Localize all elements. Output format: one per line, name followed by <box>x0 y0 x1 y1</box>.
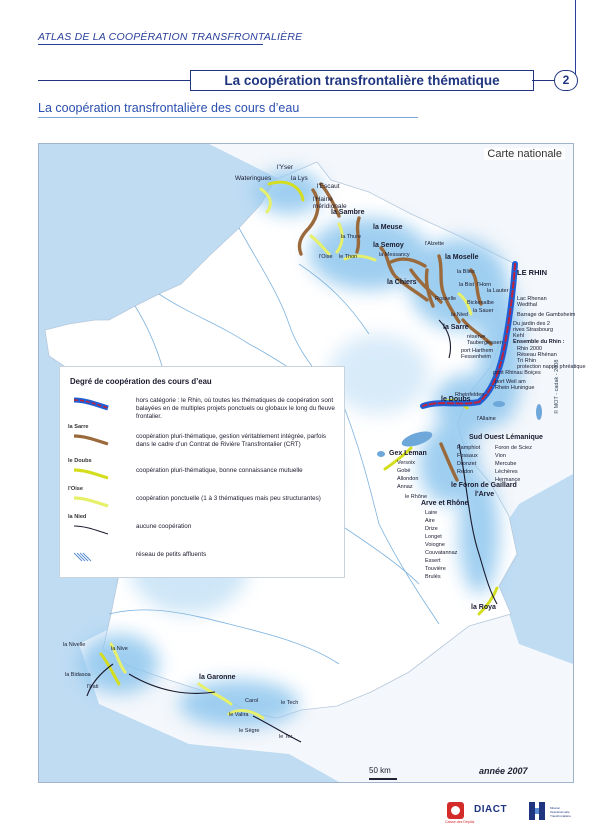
subtitle-rule <box>38 117 418 118</box>
rhine-ensemble-title: Ensemble du Rhin : <box>513 339 565 345</box>
region-label-sud-ouest-lemanique: Sud Ouest Lémanique <box>469 434 543 441</box>
arve-item: Longet <box>425 534 442 540</box>
river-label-nive: la Nive <box>111 646 128 652</box>
river-label-bist: la Bist <box>459 282 474 288</box>
river-label-oise: l'Oise <box>319 254 333 260</box>
gex-item: Versoix <box>397 460 416 466</box>
rhine-ensemble-2: Réseau Rhénan <box>517 352 557 358</box>
river-label-alzette: l'Alzette <box>425 241 445 247</box>
gex-item: Gobé <box>397 468 411 474</box>
river-label-wateringues: Wateringues <box>235 175 272 182</box>
legend-label-sarre: la Sarre <box>68 424 89 430</box>
region-label-arve-rhone: Arve et Rhône <box>421 500 469 507</box>
river-label-segre: le Sègre <box>239 728 260 734</box>
arve-item: Aire <box>425 518 435 524</box>
sud-ouest-item: Pamphiot <box>457 445 481 451</box>
mot-logo-icon <box>527 800 549 822</box>
river-label-nivelle: la Nivelle <box>63 642 86 648</box>
rhine-ensemble-1: Rhin 2000 <box>517 346 543 352</box>
rhine-annotation-5: port Harthem Fessenheim <box>461 348 494 360</box>
legend-title: Degré de coopération des cours d’eau <box>70 377 212 386</box>
river-label-rosselle: Rosselle <box>435 296 457 302</box>
arve-item: Touvière <box>425 566 446 572</box>
river-label-nied: la Nied <box>451 312 469 318</box>
river-label-yser: l'Yser <box>277 164 294 171</box>
legend-desc-rhine: hors catégorie : le Rhin, où toutes les thématiques de coopération sont balayées en de multiples projets ponctuels ou globaux le long du fleuve frontalier. <box>136 397 335 420</box>
river-label-valira: le Valira <box>229 712 249 718</box>
river-label-escaut: l'Escaut <box>317 183 340 190</box>
river-label-tech: le Tech <box>281 700 299 706</box>
sud-ouest-item: Léchères <box>495 469 518 475</box>
river-label-doubs: le Doubs <box>441 396 471 403</box>
diact-logo: DIACT <box>474 804 508 815</box>
gex-item: Allondon <box>397 476 419 482</box>
river-label-allaine: l'Allaine <box>477 416 496 422</box>
rhine-annotation-2: Barrage de Gambsheim <box>517 312 576 318</box>
river-label-lys: la Lys <box>291 175 308 182</box>
arve-item: Essert <box>425 558 441 564</box>
river-label-garonne: la Garonne <box>199 674 236 681</box>
arve-item: Drize <box>425 526 438 532</box>
river-label-chiers: la Chiers <box>387 279 417 286</box>
title-connector <box>532 80 556 81</box>
river-label-lauter: la Lauter <box>487 288 509 294</box>
rhine-ensemble-3: Tri Rhin <box>517 358 537 364</box>
legend-label-nied: la Nied <box>68 514 87 520</box>
sud-ouest-item: Hermance <box>495 477 521 483</box>
map-title: Carte nationale <box>484 148 565 160</box>
rhine-annotation-4: réserve Taubergiessen <box>467 334 503 346</box>
sud-ouest-item: Foron de Sciez <box>495 445 532 451</box>
legend-swatch-punctual <box>68 495 124 509</box>
river-label-ter: le Ter <box>279 734 293 740</box>
river-label-semoy: la Semoy <box>373 242 404 249</box>
sud-ouest-item: Redon <box>457 469 474 475</box>
section-subtitle: La coopération transfrontalière des cours d’eau <box>38 101 300 115</box>
legend-desc-mutual: coopération pluri-thématique, bonne connaissance mutuelle <box>136 467 303 474</box>
river-label-sambre: la Sambre <box>331 209 365 216</box>
river-label-meuse: la Meuse <box>373 224 403 231</box>
legend-desc-crt: coopération pluri-thématique, gestion véritablement intégrée, parfois dans le cadre d’un Contrat de Rivière Transfrontalier (CRT) <box>136 433 327 448</box>
legend-label-doubs: le Doubs <box>68 458 92 464</box>
sud-ouest-item: Dronzet <box>457 461 477 467</box>
river-label-haine: l'Haine méridionale <box>313 196 347 210</box>
river-label-bickenalbe: Bickenalbe <box>467 300 494 306</box>
river-label-rhone: le Rhône <box>405 494 428 500</box>
margin-rule <box>575 0 576 74</box>
map-legend <box>59 366 345 578</box>
region-label-gex-leman: Gex Leman <box>389 450 427 457</box>
arve-item: Brulés <box>425 574 441 580</box>
river-label-sauer: la Sauer <box>473 308 494 314</box>
river-label-blies: la Blies <box>457 269 475 275</box>
rhine-annotation-6: pont Rhinau Boiçes <box>493 370 541 376</box>
rhine-annotation-7: port Weil am Rhein Huningue <box>495 379 535 391</box>
mot-logo-text: Mission Opérationnelle Transfrontalière <box>550 806 571 818</box>
title-rule <box>38 80 190 81</box>
scale-label: 50 km <box>369 766 391 775</box>
scale-bar <box>369 778 397 780</box>
arve-item: Couvatannaz <box>425 550 458 556</box>
river-label-arve: l'Arve <box>475 491 495 498</box>
legend-desc-tributaries: réseau de petits affluents <box>136 551 207 558</box>
sud-ouest-item: Vion <box>495 453 506 459</box>
atlas-header: ATLAS DE LA COOPÉRATION TRANSFRONTALIÈRE <box>38 31 303 43</box>
arve-item: Voiogne <box>425 542 445 548</box>
river-label-horn: l'Horn <box>477 282 492 288</box>
gex-item: Annaz <box>397 484 413 490</box>
footer-logos <box>447 800 577 826</box>
river-label-rhin: LE RHIN <box>517 268 547 277</box>
river-label-sarre: la Sarre <box>443 324 469 331</box>
legend-swatch-tributaries <box>68 551 124 565</box>
caisse-depots-logo <box>447 802 464 819</box>
river-label-carol: Carol <box>245 698 259 704</box>
river-label-irati: l'Irati <box>87 684 99 690</box>
page-title-box <box>190 70 534 91</box>
river-label-thure: la Thure <box>341 234 362 240</box>
river-label-bidasoa: la Bidasoa <box>65 672 91 678</box>
header-rule <box>38 44 263 45</box>
river-label-moselle: la Moselle <box>445 254 479 261</box>
page-title: La coopération transfrontalière thématique <box>224 73 500 88</box>
legend-swatch-mutual <box>68 467 124 481</box>
rhine-annotation-8: Rheinfelden <box>455 392 485 398</box>
map-panel <box>38 143 586 783</box>
river-label-thon: le Thon <box>339 254 358 260</box>
map-year: année 2007 <box>479 766 528 776</box>
river-label-messancy: la Messancy <box>379 252 410 258</box>
river-label-foron-gaillard: le Foron de Gaillard <box>451 482 517 489</box>
legend-swatch-rhine <box>68 397 124 411</box>
legend-swatch-none <box>68 523 124 537</box>
rhine-ensemble-4: protection nappe phréatique <box>517 364 586 370</box>
page-number: 2 <box>554 70 578 91</box>
legend-label-oise: l'Oise <box>68 486 84 492</box>
rhine-annotation-1: Lac Rhenan Wedthal <box>517 296 547 308</box>
river-label-roya: la Roya <box>471 604 496 611</box>
arve-item: Laire <box>425 510 438 516</box>
legend-swatch-crt <box>68 433 124 447</box>
legend-desc-none: aucune coopération <box>136 523 192 530</box>
map-credit: © MOT - cadak - 2008 <box>554 359 560 414</box>
caisse-depots-logo-text: Caisse des Dépôts <box>445 820 475 824</box>
legend-desc-punctual: coopération ponctuelle (1 à 3 thématiques mais peu structurantes) <box>136 495 321 502</box>
rhine-annotation-3: Du jardin des 2 rives Strasbourg Kehl <box>513 321 554 339</box>
sud-ouest-item: Fossaux <box>457 453 478 459</box>
sud-ouest-item: Mercube <box>495 461 517 467</box>
